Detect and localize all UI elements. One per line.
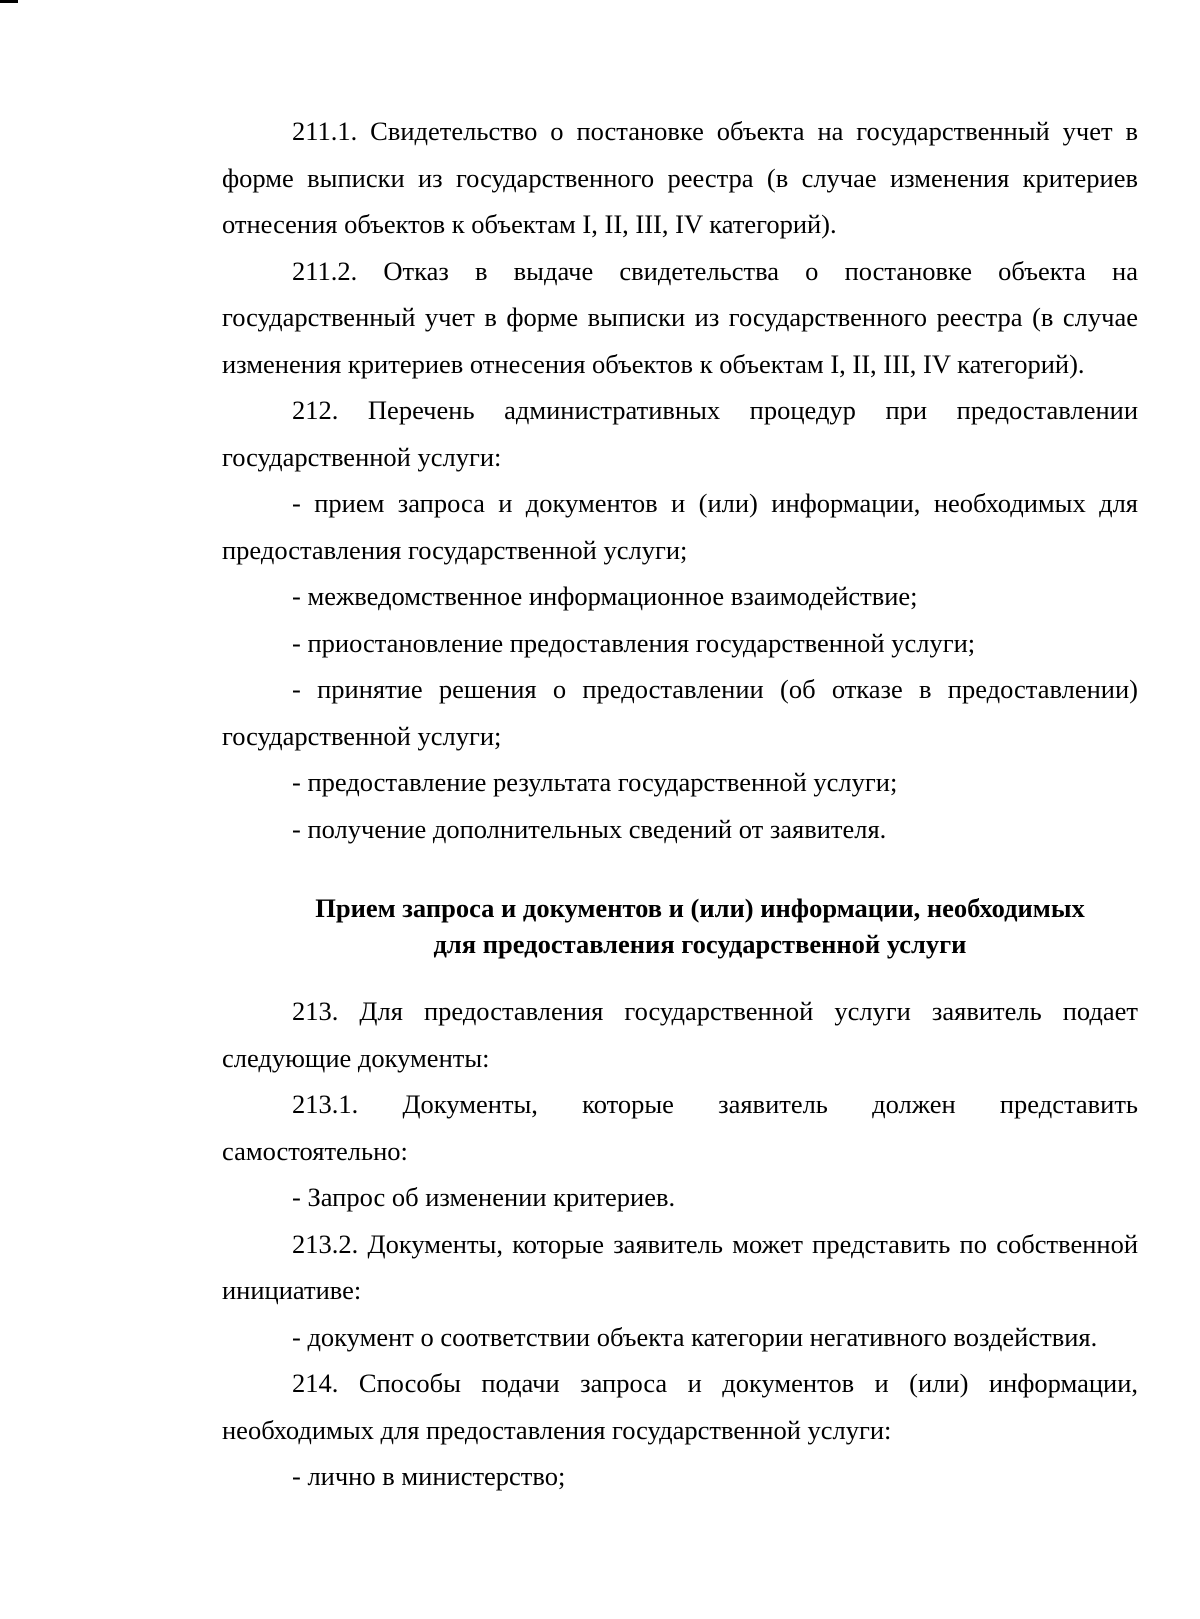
paragraph-211-1: 211.1. Свидетельство о постановке объекта на государственный учет в форме выписки из государственного реестра (в случае изменения критериев отнесения объектов к объектам I, II, III, IV категорий). bbox=[222, 116, 1138, 239]
list-item-procedure-5: - предоставление результата государственной услуги; bbox=[292, 767, 898, 797]
list-item-procedure-6: - получение дополнительных сведений от заявителя. bbox=[292, 813, 887, 844]
paragraph-212: 212. Перечень административных процедур при предоставлении государственной услуги: bbox=[222, 395, 1138, 472]
list-item-document-conformity: - документ о соответствии объекта категории негативного воздействия. bbox=[292, 1321, 1098, 1352]
section-heading-line-1: Прием запроса и документов и (или) информации, необходимых bbox=[315, 893, 1085, 923]
paragraph-213-1: 213.1. Документы, которые заявитель должен представить самостоятельно: bbox=[222, 1089, 1138, 1166]
list-item-procedure-1: - прием запроса и документов и (или) информации, необходимых для предоставления государственной услуги; bbox=[222, 488, 1138, 565]
list-item-document-request: - Запрос об изменении критериев. bbox=[292, 1182, 676, 1212]
document-body bbox=[222, 108, 1138, 1500]
spacer bbox=[222, 852, 1138, 890]
paragraph-213-2: 213.2. Документы, которые заявитель может представить по собственной инициативе: bbox=[222, 1228, 1138, 1305]
section-heading-line-2: для предоставления государственной услуги bbox=[433, 929, 967, 959]
paragraph-211-2: 211.2. Отказ в выдаче свидетельства о постановке объекта на государственный учет в форме выписки из государственного реестра (в случае изменения критериев отнесения объектов к объектам I, II, III, IV категорий). bbox=[222, 255, 1138, 379]
paragraph-214: 214. Способы подачи запроса и документов и (или) информации, необходимых для предоставления государственной услуги: bbox=[222, 1368, 1138, 1445]
list-item-procedure-4: - принятие решения о предоставлении (об отказе в предоставлении) государственной услуги; bbox=[222, 674, 1138, 751]
list-item-submission-method: - лично в министерство; bbox=[292, 1461, 566, 1491]
list-item-procedure-2: - межведомственное информационное взаимодействие; bbox=[292, 581, 918, 611]
scan-corner-mark bbox=[0, 0, 18, 3]
list-item-procedure-3: - приостановление предоставления государственной услуги; bbox=[292, 627, 976, 658]
spacer bbox=[222, 962, 1138, 988]
paragraph-213: 213. Для предоставления государственной услуги заявитель подает следующие документы: bbox=[222, 996, 1138, 1073]
